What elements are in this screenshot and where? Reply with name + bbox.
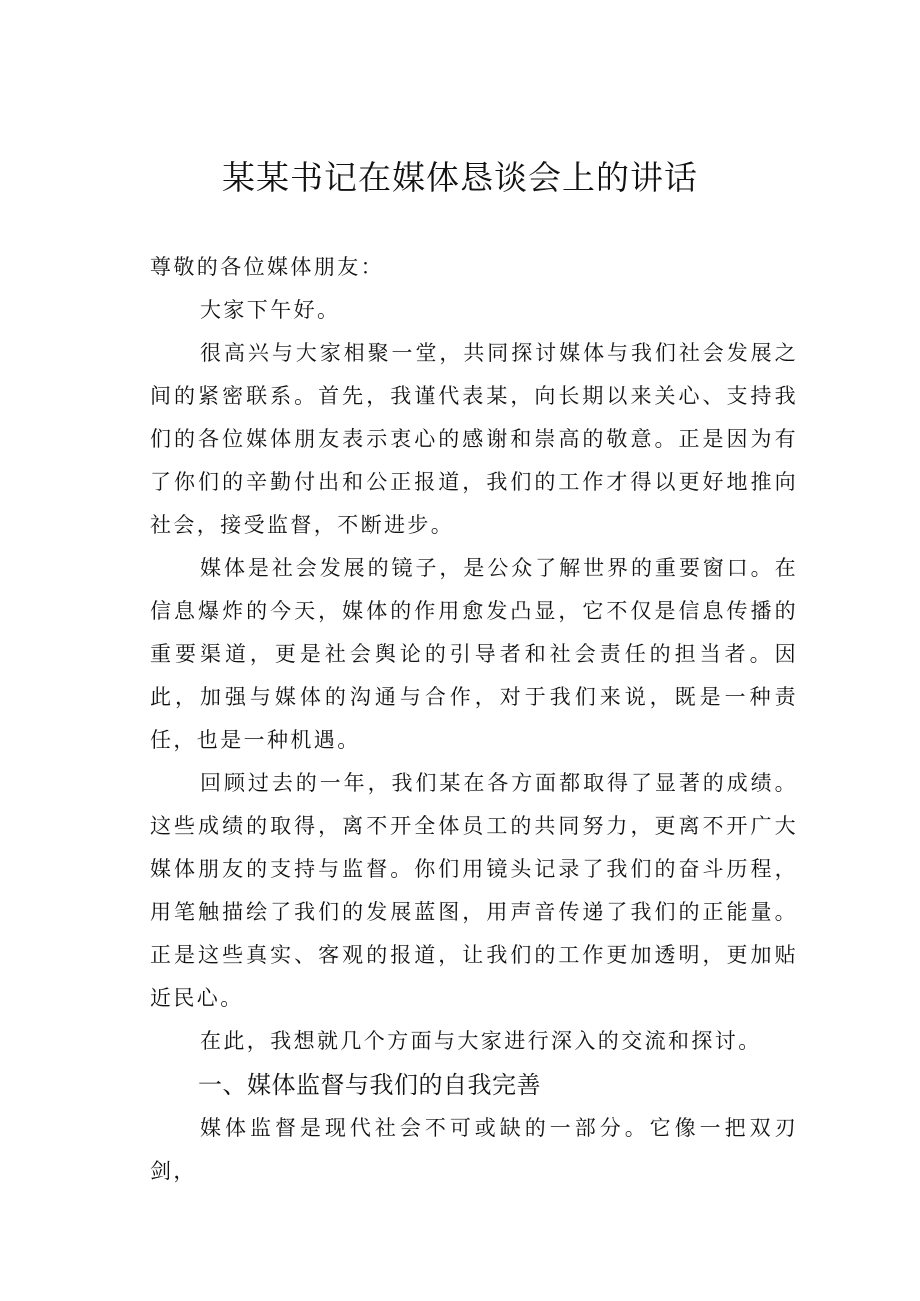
salutation: 尊敬的各位媒体朋友： (150, 255, 384, 279)
paragraph-1: 很高兴与大家相聚一堂，共同探讨媒体与我们社会发展之间的紧密联系。首先，我谨代表某，向长期以来关心、支持我们的各位媒体朋友表示衷心的感谢和崇高的敬意。正是因为有了你们的辛勤付出和公正报道，我们的工作才得以更好地推向社会，接受监督，不断进步。 (150, 341, 798, 537)
document-title: 某某书记在媒体恳谈会上的讲话 (222, 158, 698, 197)
section-heading: 一、媒体监督与我们的自我完善 (198, 1071, 541, 1099)
paragraph-2: 媒体是社会发展的镜子，是公众了解世界的重要窗口。在信息爆炸的今天，媒体的作用愈发凸显，它不仅是信息传播的重要渠道，更是社会舆论的引导者和社会责任的担当者。因此，加强与媒体的沟通与合作，对于我们来说，既是一种责任，也是一种机遇。 (150, 556, 798, 752)
paragraph-3: 回顾过去的一年，我们某在各方面都取得了显著的成绩。这些成绩的取得，离不开全体员工的共同努力，更离不开广大媒体朋友的支持与监督。你们用镜头记录了我们的奋斗历程，用笔触描绘了我们的发展蓝图，用声音传递了我们的正能量。正是这些真实、客观的报道，让我们的工作更加透明，更加贴近民心。 (150, 771, 798, 1010)
paragraph-4: 在此，我想就几个方面与大家进行深入的交流和探讨。 (200, 1029, 762, 1053)
document-body (150, 246, 798, 1193)
section-paragraph: 媒体监督是现代社会不可或缺的一部分。它像一把双刃剑， (150, 1116, 798, 1183)
greeting: 大家下午好。 (200, 298, 341, 322)
